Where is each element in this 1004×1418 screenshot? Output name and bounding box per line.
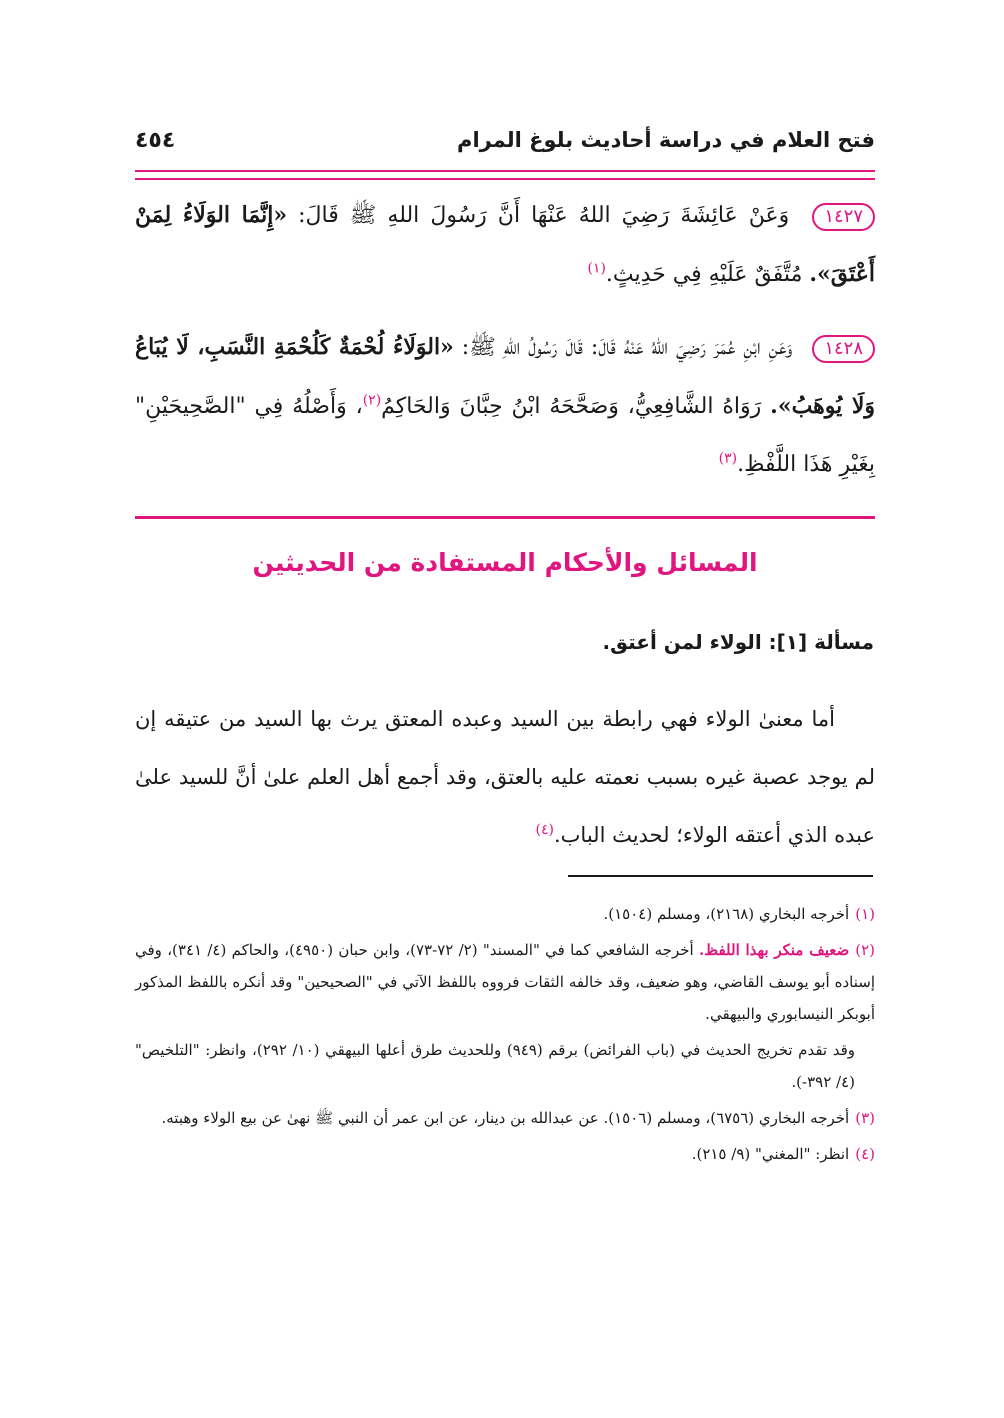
footnote-text: انظر: "المغني" (٩/ ٢١٥). [691,1145,850,1163]
footnote-divider [568,875,873,877]
hadith-intro: وَعَنْ عَائِشَةَ رَضِيَ اللهُ عَنْهَا أَنَّ رَسُولَ اللهِ ﷺ قَالَ: [298,203,790,228]
hadith-source-cont: ، وَأَصْلُهُ فِي "الصَّحِيحَيْنِ" بِغَيْرِ هَذَا اللَّفْظِ. [135,394,875,477]
masala-heading [603,630,875,654]
paragraph-text: أما معنىٰ الولاء فهي رابطة بين السيد وعبده المعتق يرث بها السيد من عتيقه إن لم يوجد عصبة غيره بسبب نعمته عليه بالعتق، وقد أجمع أهل العلم علىٰ أنَّ للسيد علىٰ عبده الذي أعتقه الولاء؛ لحديث الباب. [135,707,875,847]
footnote-2 [135,934,875,1030]
footnote-text: أخرجه الشافعي كما في "المسند" (٢/ ٧٢-٧٣)، وابن حبان (٤٩٥٠)، والحاكم (٤/ ٣٤١)، وفي إسناده أبو يوسف القاضي، وهو ضعيف، وقد خالفه الثقات فرووه باللفظ الآتي في "الصحيحين" وقد أنكره باللفظ المذكور أبوبكر النيسابوري والبيهقي. [135,941,875,1023]
footnote-ref[interactable]: (١) [587,260,606,277]
hadith-source: رَوَاهُ الشَّافِعِيُّ، وَصَحَّحَهُ ابْنُ حِبَّانَ وَالحَاكِمُ [381,394,762,419]
footnote-4 [135,1138,875,1170]
page-number: ٤٥٤ [135,128,176,153]
footnote-grading: ضعيف منكر بهذا اللفظ. [698,941,850,959]
hadith-number-badge: ١٤٢٧ [812,203,875,231]
footnote-number: (٣) [855,1109,875,1127]
hadith-1427 [135,186,875,304]
hadith-1428 [135,318,875,494]
hadith-intro: وَعَنِ ابْنِ عُمَرَ رَضِيَ اللهُ عَنْهُ قَالَ: قَالَ رَسُولُ اللهِ ﷺ: [461,335,793,360]
section-divider [135,516,875,519]
hadith-source: مُتَّفَقٌ عَلَيْهِ فِي حَدِيثٍ. [605,262,803,287]
hadith-quote: «إِنَّمَا الوَلَاءُ لِمَنْ أَعْتَقَ». [135,202,875,287]
footnotes [135,898,875,1174]
footnote-1 [135,898,875,930]
footnote-ref[interactable]: (٣) [718,450,738,467]
footnote-2-continued: وقد تقدم تخريج الحديث في (باب الفرائض) برقم (٩٤٩) وللحديث طرق أعلها البيهقي (١٠/ ٢٩٢)، وانظر: "التلخيص" (٤/ ٣٩٢-). [135,1041,855,1091]
footnote-text: أخرجه البخاري (٢١٦٨)، ومسلم (١٥٠٤). [603,905,850,923]
footnote-3 [135,1102,875,1134]
hadith-quote: «الوَلَاءُ لُحْمَةٌ كَلُحْمَةِ النَّسَبِ، لَا يُبَاعُ وَلَا يُوهَبُ». [135,334,876,419]
body-paragraph [135,690,875,864]
masala-title: الولاء لمن أعتق. [602,630,762,654]
book-title: فتح العلام في دراسة أحاديث بلوغ المرام [457,128,875,152]
section-title: المسائل والأحكام المستفادة من الحديثين [252,548,758,577]
footnote-number: (٢) [855,941,876,959]
footnote-ref[interactable]: (٤) [535,822,554,838]
page-header [135,128,875,164]
footnote-text: أخرجه البخاري (٦٧٥٦)، ومسلم (١٥٠٦). عن عبدالله بن دينار، عن ابن عمر أن النبي ﷺ نهىٰ عن بيع الولاء وهبته. [161,1109,850,1127]
hadith-number-badge: ١٤٢٨ [812,335,875,363]
header-divider [135,170,875,180]
footnote-number: (٤) [855,1145,875,1163]
footnote-number: (١) [855,905,875,923]
footnote-ref[interactable]: (٢) [362,392,382,409]
masala-label: مسألة [١]: [768,630,874,654]
